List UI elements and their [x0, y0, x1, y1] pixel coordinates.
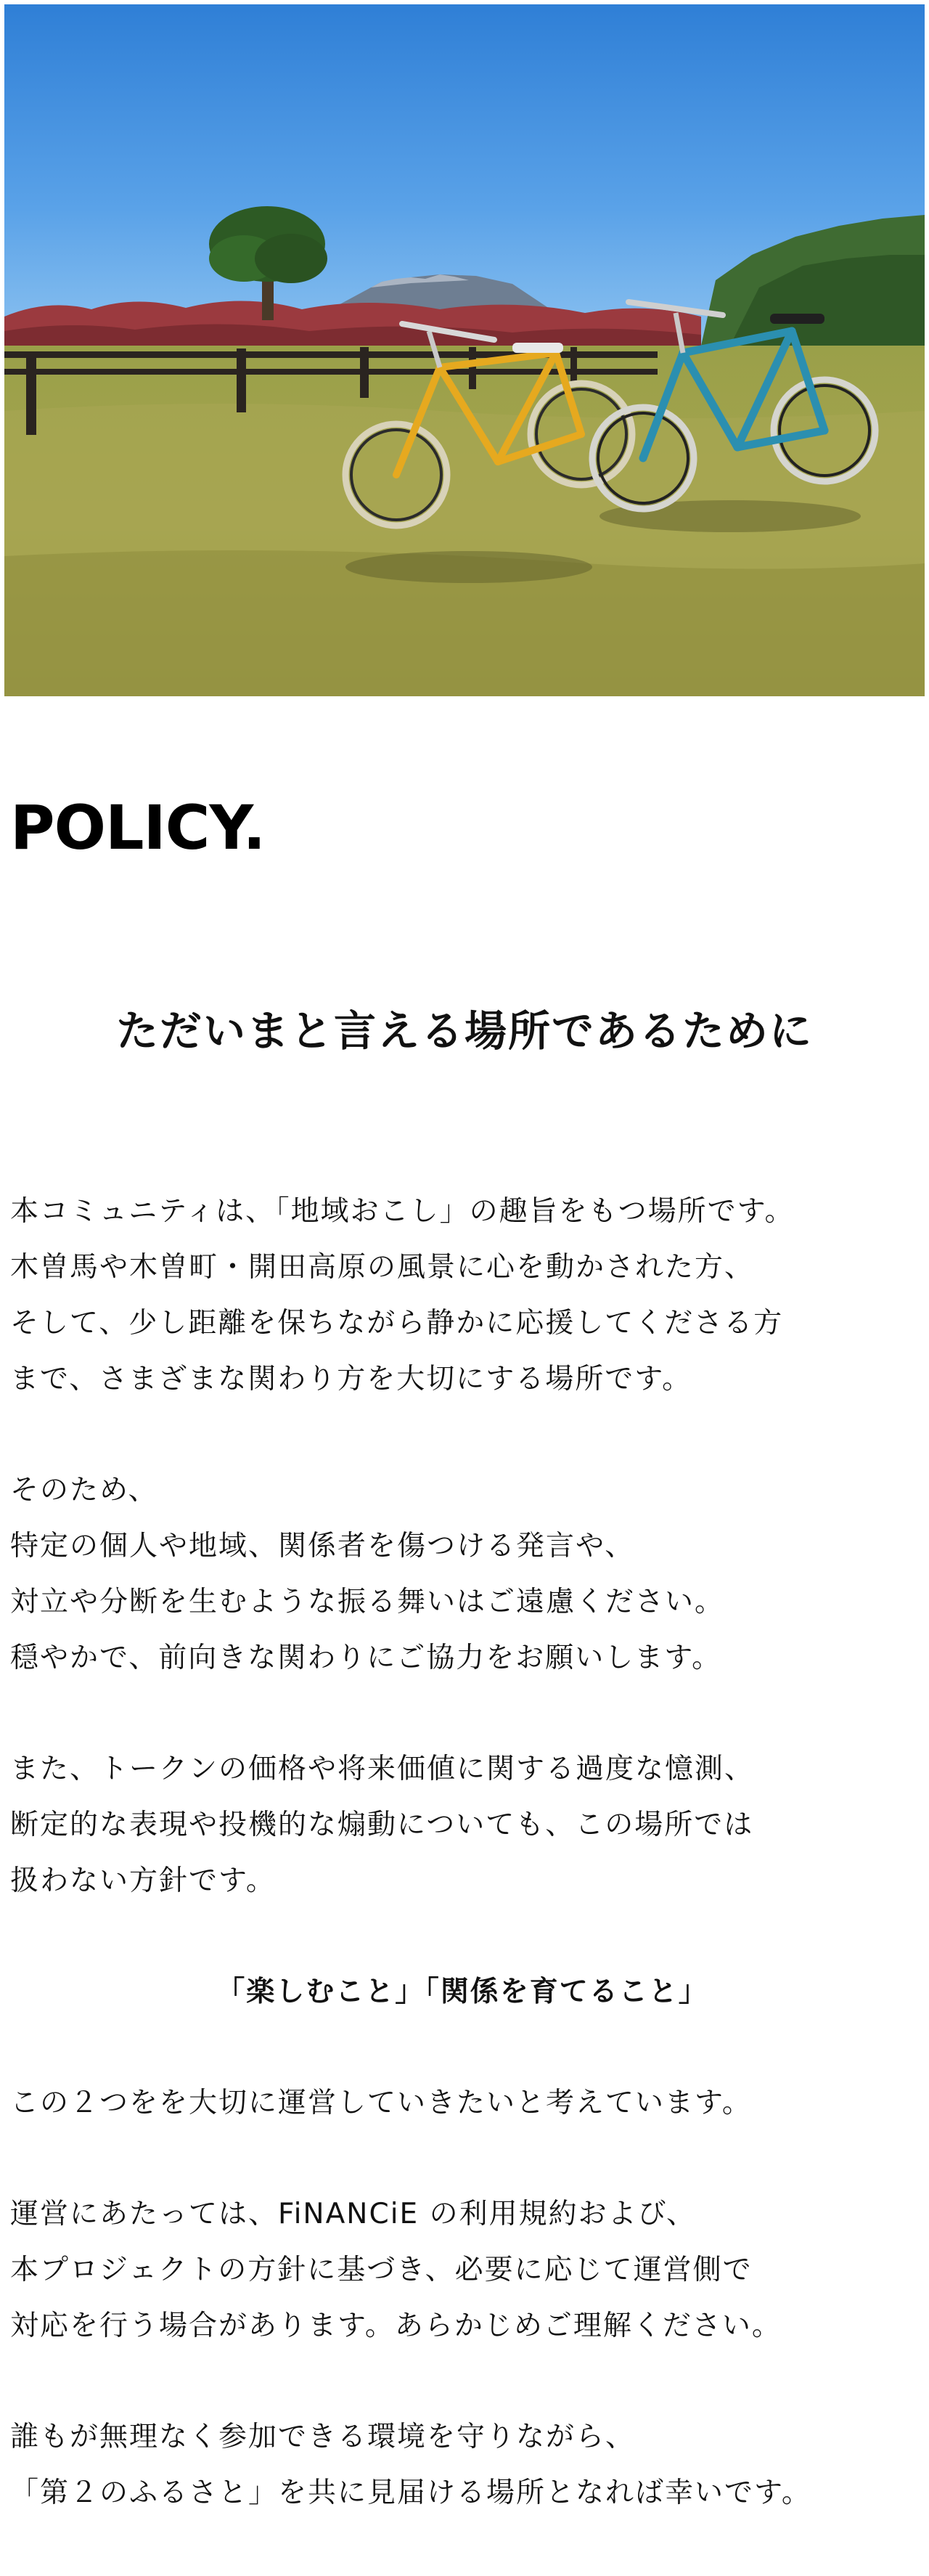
- policy-paragraph: [10, 2409, 925, 2521]
- policy-emphasis-line: 「楽しむこと」「関係を育てること」: [216, 1976, 708, 2008]
- policy-line: 対応を行う場合があります。あらかじめご理解ください。: [10, 2310, 782, 2342]
- section-title: POLICY.: [10, 792, 266, 863]
- policy-line: 特定の個人や地域、関係者を傷つける発言や、: [10, 1530, 635, 1562]
- policy-line: 誰もが無理なく参加できる環境を守りながら、: [10, 2421, 636, 2453]
- policy-line: 穏やかで、前向きな関わりにご協力をお願いします。: [10, 1642, 722, 1674]
- policy-line: 「第２のふるさと」を共に見届ける場所となれば幸いです。: [10, 2477, 811, 2509]
- policy-line: 本コミュニティは、「地域おこし」の趣旨をもつ場所です。: [10, 1195, 795, 1228]
- policy-emphasis: [0, 1964, 925, 2020]
- policy-line: 扱わない方針です。: [10, 1864, 276, 1897]
- policy-line: そのため、: [10, 1474, 158, 1507]
- policy-headline: ただいまと言える場所であるために: [115, 1006, 813, 1056]
- policy-paragraph: [10, 1462, 925, 1686]
- policy-line: また、トークンの価格や将来価値に関する過度な憶測、: [10, 1753, 755, 1785]
- policy-paragraph: [10, 2075, 925, 2131]
- policy-line: 本プロジェクトの方針に基づき、必要に応じて運営側で: [10, 2254, 753, 2286]
- bicycles-in-field-photo: [4, 4, 925, 696]
- policy-line: 運営にあたっては、FiNANCiE の利用規約および、: [10, 2198, 697, 2230]
- policy-line: 断定的な表現や投機的な煽動についても、この場所では: [10, 1809, 754, 1841]
- policy-line: この２つをを大切に運営していきたいと考えています。: [10, 2087, 752, 2119]
- policy-paragraph: [10, 1183, 925, 1407]
- policy-line: まで、さまざまな関わり方を大切にする場所です。: [10, 1363, 692, 1395]
- policy-line: 対立や分断を生むような振る舞いはご遠慮ください。: [10, 1586, 725, 1618]
- policy-line: 木曽馬や木曽町・開田高原の風景に心を動かされた方、: [10, 1251, 755, 1284]
- policy-body: [10, 1183, 925, 2576]
- policy-line: そして、少し距離を保ちながら静かに応援してくださる方: [10, 1307, 784, 1340]
- policy-paragraph: [10, 2186, 925, 2354]
- policy-paragraph: [10, 1741, 925, 1909]
- hero-photo: [4, 4, 925, 696]
